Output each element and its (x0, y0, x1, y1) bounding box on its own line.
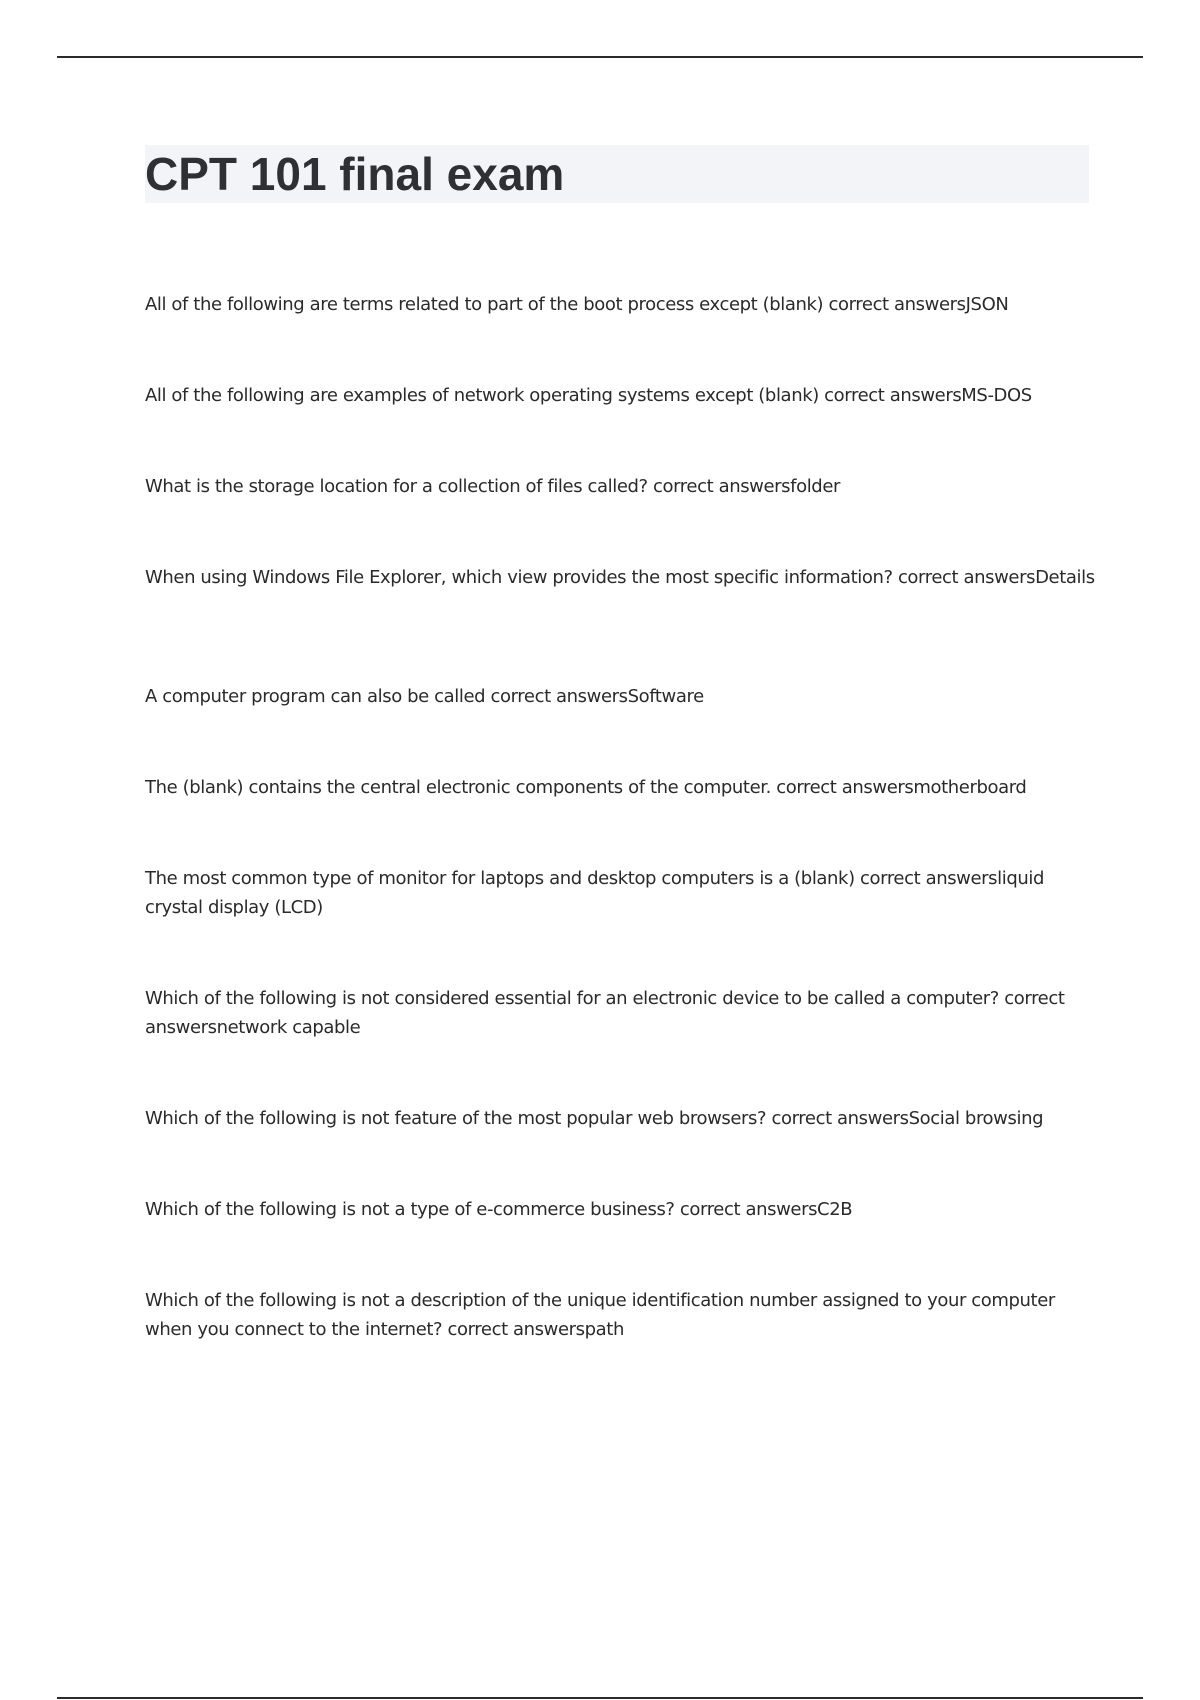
question-item-4: When using Windows File Explorer, which view provides the most specific information? correct answersDetails (145, 567, 1095, 588)
question-item-11: Which of the following is not a description of the unique identification number assigned to your computer when you connect to the internet? correct answerspath (145, 1290, 1055, 1340)
question-item-5: A computer program can also be called correct answersSoftware (145, 686, 704, 707)
question-item-7: The most common type of monitor for laptops and desktop computers is a (blank) correct answersliquid crystal display (LCD) (145, 868, 1045, 918)
question-item-1: All of the following are terms related to part of the boot process except (blank) correct answersJSON (145, 294, 1009, 315)
question-item-9: Which of the following is not feature of the most popular web browsers? correct answersSocial browsing (145, 1108, 1044, 1129)
question-item-6: The (blank) contains the central electronic components of the computer. correct answersmotherboard (145, 777, 1027, 798)
title-banner (145, 145, 1089, 203)
bottom-rule (57, 1697, 1143, 1699)
page-title: CPT 101 final exam (145, 148, 565, 200)
top-rule (57, 56, 1143, 58)
question-item-8: Which of the following is not considered essential for an electronic device to be called a computer? correct answersnetwork capable (145, 988, 1065, 1038)
question-item-2: All of the following are examples of network operating systems except (blank) correct answersMS-DOS (145, 385, 1032, 406)
question-item-10: Which of the following is not a type of e-commerce business? correct answersC2B (145, 1199, 853, 1220)
question-item-3: What is the storage location for a collection of files called? correct answersfolder (145, 476, 841, 497)
